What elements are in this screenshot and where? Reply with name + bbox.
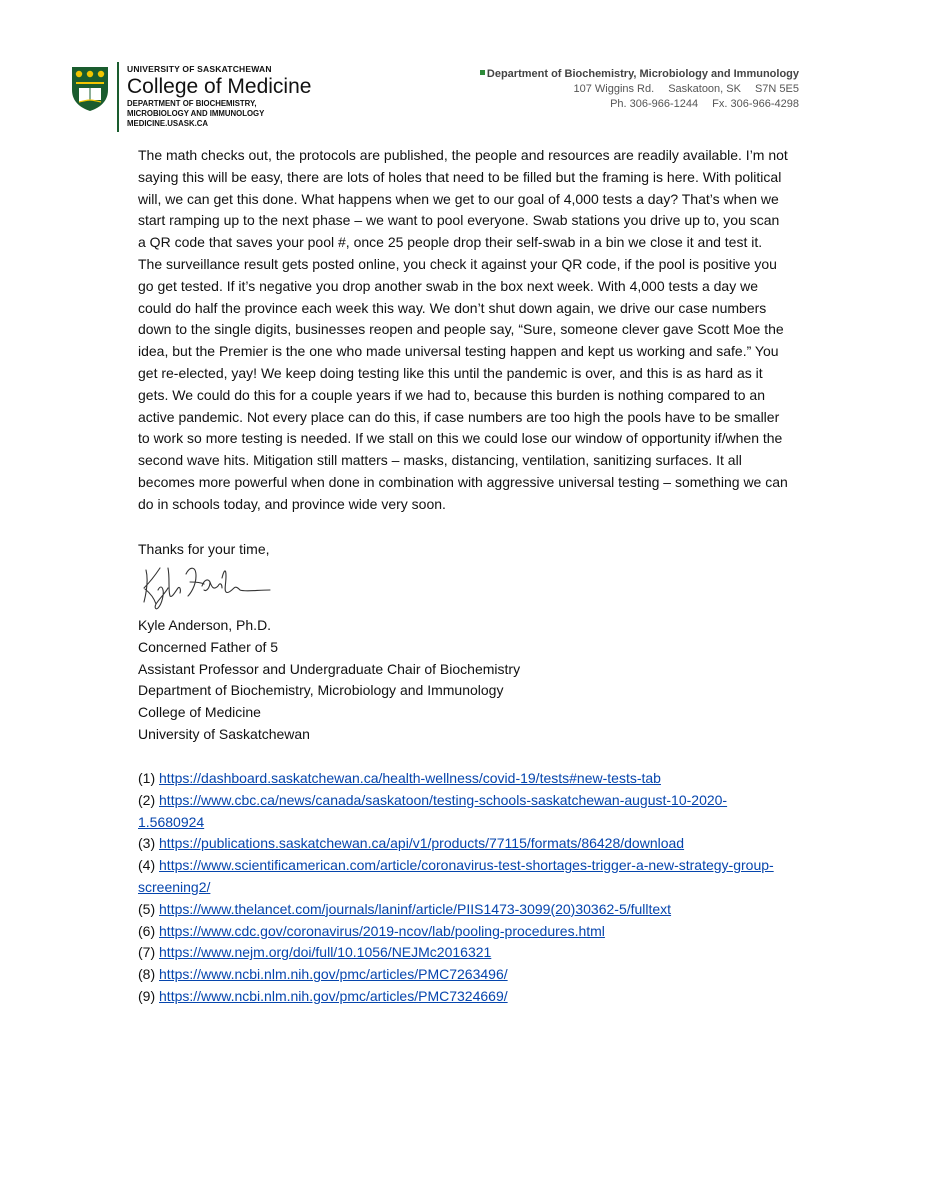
reference-item [138,790,788,834]
reference-item [138,986,788,1008]
signer-college: College of Medicine [138,704,261,721]
reference-number: (9) [138,987,156,1004]
reference-item [138,964,788,986]
letter-closing: Thanks for your time, [138,541,270,557]
address-phone: Ph. 306-966-1244 [610,98,699,110]
reference-link[interactable]: https://www.cbc.ca/news/canada/saskatoon/testing-schools-saskatchewan-august-10-2020-1.5680924 [138,791,728,830]
address-department-name: Department of Biochemistry, Microbiology and Immunology [486,68,799,80]
reference-number: (3) [138,835,156,852]
address-street: 107 Wiggins Rd. [573,83,655,95]
letter-body-paragraph: The math checks out, the protocols are published, the people and resources are readily available. I’m not saying this will be easy, there are lots of holes that need to be filled but the framing is here. With political will, we can get this done. What happens when we get to our goal of 4,000 tests a day? That’s when we start ramping up to the next phase – we want to pool everyone. Swab stations you drive up to, you scan a QR code that saves your pool #, once 25 people drop their self-swab in a bin we close it and test it. The surveillance result gets posted online, you check it against your QR code, if the pool is positive you go get tested. If it’s negative you drop another swab in the box next week. With 4,000 tests a day we could do half the province each week this way. We don’t shut down again, we drive our case numbers down to the single digits, businesses reopen and people say, “Sure, someone clever gave Scott Moe the idea, but the Premier is the one who made universal testing happen and kept us working and safe.” You get re-elected, yay! We keep doing testing like this until the pandemic is over, and this is as hard as it gets. We could do this for a couple years if we had to, because this burden is nothing compared to an active pandemic. Not every place can do this, if case numbers are too high the pools have to be smaller to work so more testing is needed. If we stall on this we could lose our window of opportunity if/when the second wave hits. Mitigation still matters – masks, distancing, ventilation, sanitizing surfaces. It all becomes more powerful when done in combination with aggressive universal testing – something we can do in schools today, and province wide very soon. [138,147,788,512]
reference-number: (5) [138,900,156,917]
references-list [138,768,788,1008]
reference-number: (4) [138,857,156,874]
address-contact-line [480,97,799,112]
signer-name: Kyle Anderson, Ph.D. [138,617,272,633]
reference-link[interactable]: https://www.cdc.gov/coronavirus/2019-ncov/lab/pooling-procedures.html [159,922,605,939]
reference-item [138,899,788,921]
reference-number: (2) [138,791,156,808]
reference-item [138,833,788,855]
reference-link[interactable]: https://www.ncbi.nlm.nih.gov/pmc/articles/PMC7263496/ [159,966,508,983]
address-city: Saskatoon, SK [668,83,741,95]
signer-line-2: Concerned Father of 5 [138,638,279,655]
reference-item [138,768,788,790]
green-bullet-icon [480,70,485,75]
reference-number: (6) [138,922,156,939]
university-crest-icon [71,66,109,112]
letterhead-text [127,64,367,129]
signer-title: Assistant Professor and Undergraduate Chair of Biochemistry [138,660,521,677]
reference-item [138,855,788,899]
department-line-2: MICROBIOLOGY AND IMMUNOLOGY [127,109,265,118]
handwritten-signature [138,560,273,612]
signer-department: Department of Biochemistry, Microbiology and Immunology [138,682,504,699]
address-postal: S7N 5E5 [754,83,799,95]
reference-link[interactable]: https://dashboard.saskatchewan.ca/health-wellness/covid-19/tests#new-tests-tab [159,770,661,786]
university-name: UNIVERSITY OF SASKATCHEWAN [127,64,272,74]
reference-number: (7) [138,944,156,961]
reference-number: (1) [138,770,156,786]
department-line-1: DEPARTMENT OF BIOCHEMISTRY, [127,99,257,108]
letterhead-address [480,67,799,112]
address-department [480,67,799,82]
college-website: MEDICINE.USASK.CA [127,119,209,128]
address-street-line [480,82,799,97]
signer-university: University of Saskatchewan [138,725,310,742]
reference-item [138,921,788,943]
address-fax: Fx. 306-966-4298 [712,98,799,110]
reference-number: (8) [138,966,156,983]
college-name: College of Medicine [127,75,312,98]
signer-block [138,615,520,746]
reference-link[interactable]: https://www.ncbi.nlm.nih.gov/pmc/articles/PMC7324669/ [159,987,508,1004]
reference-link[interactable]: https://www.scientificamerican.com/article/coronavirus-test-shortages-trigger-a-new-strategy-group-screening2/ [138,857,774,895]
reference-link[interactable]: https://www.nejm.org/doi/full/10.1056/NEJMc2016321 [159,944,492,961]
letterhead-divider [117,62,119,132]
reference-link[interactable]: https://publications.saskatchewan.ca/api/v1/products/77115/formats/86428/download [159,835,685,852]
letterhead-logo-block [71,62,371,142]
reference-link[interactable]: https://www.thelancet.com/journals/laninf/article/PIIS1473-3099(20)30362-5/fulltext [159,900,672,917]
reference-item [138,942,788,964]
